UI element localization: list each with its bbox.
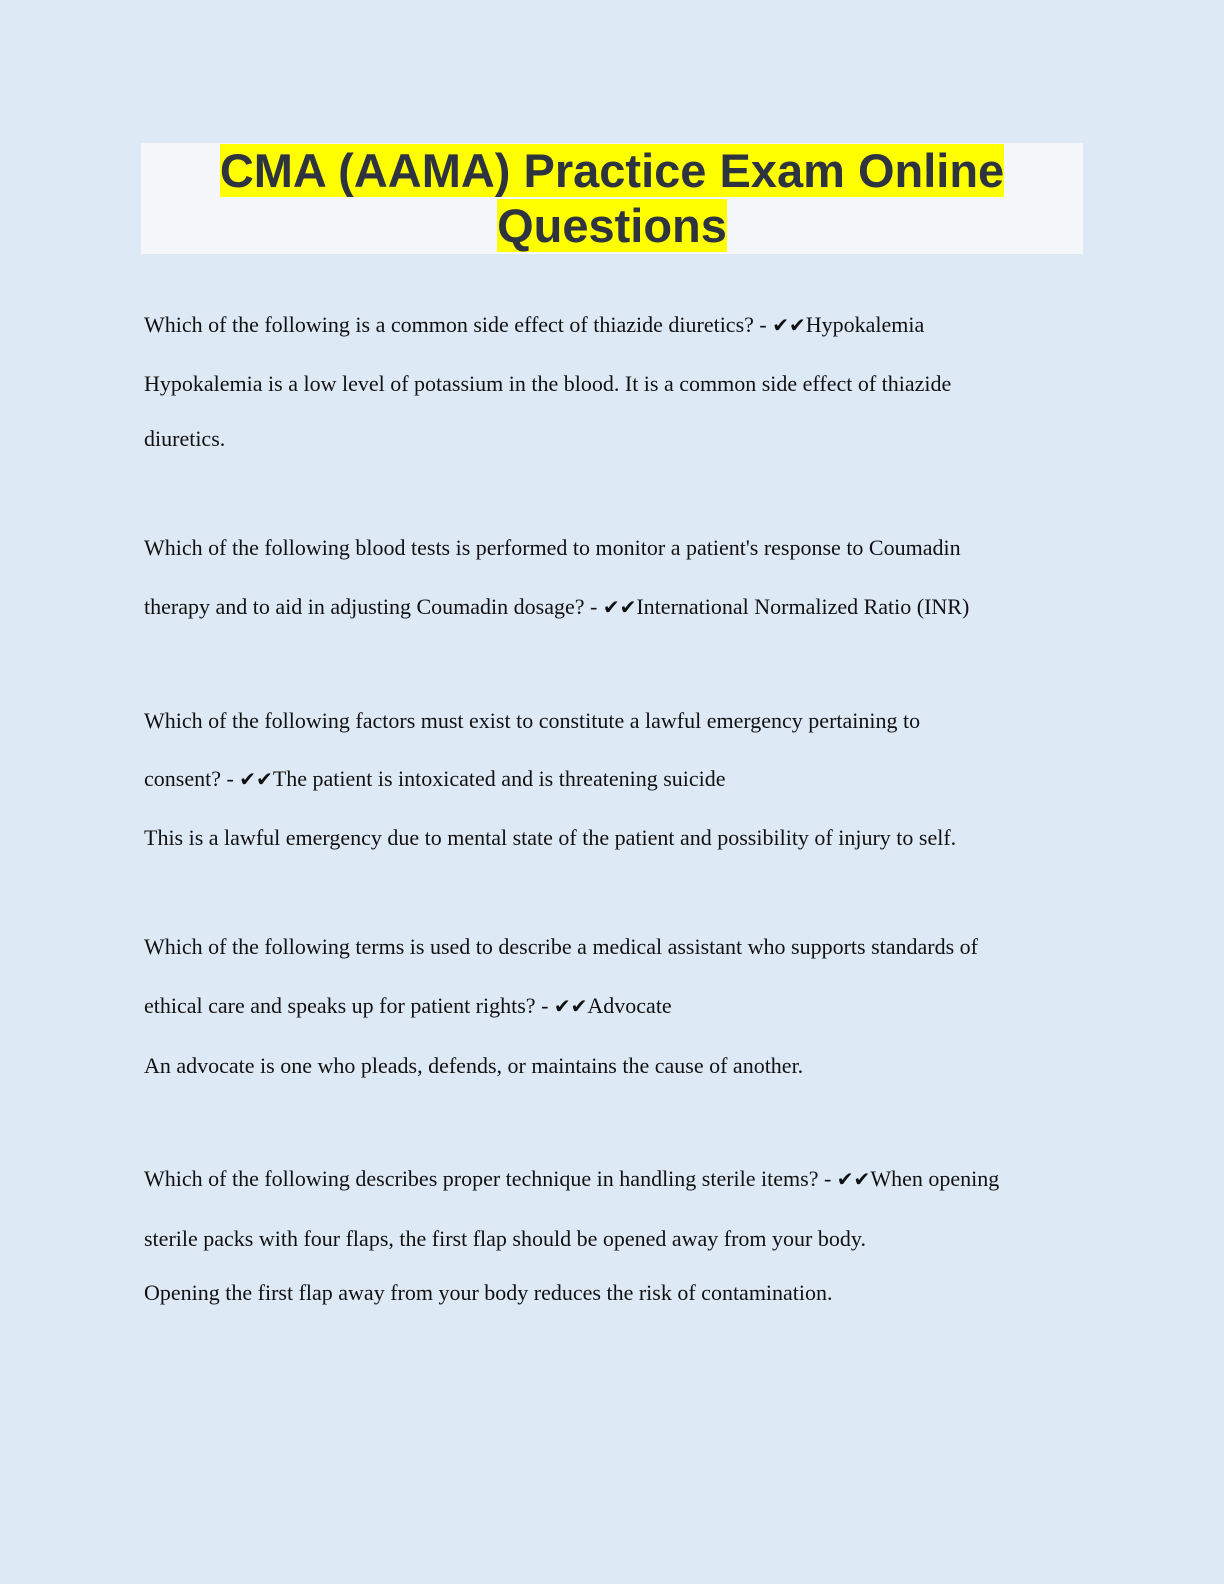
answer-text: When opening (870, 1166, 1000, 1191)
page-title (141, 143, 1083, 253)
title-line-1: CMA (AAMA) Practice Exam Online (219, 144, 1005, 197)
question-4-line-1: Which of the following terms is used to describe a medical assistant who supports standards of (144, 934, 978, 959)
title-box (141, 143, 1083, 254)
answer-text: International Normalized Ratio (INR) (636, 594, 970, 619)
explanation-5: Opening the first flap away from your body reduces the risk of contamination. (144, 1280, 833, 1305)
question-text: consent? - (144, 766, 240, 791)
answer-5-line-2: sterile packs with four flaps, the first flap should be opened away from your body. (144, 1226, 866, 1251)
double-check-icon: ✔✔ (239, 767, 273, 791)
question-4-line-2 (144, 993, 672, 1019)
question-text: ethical care and speaks up for patient rights? - (144, 993, 554, 1018)
double-check-icon: ✔✔ (553, 994, 588, 1018)
question-3-line-1: Which of the following factors must exist to constitute a lawful emergency pertaining to (144, 708, 921, 733)
question-text: Which of the following is a common side effect of thiazide diuretics? - (144, 312, 773, 337)
answer-text: The patient is intoxicated and is threatening suicide (272, 766, 726, 791)
answer-text: Advocate (587, 993, 672, 1018)
double-check-icon: ✔✔ (836, 1167, 871, 1191)
question-5-line-1 (144, 1166, 999, 1192)
question-2-line-1: Which of the following blood tests is performed to monitor a patient's response to Coumadin (144, 535, 961, 560)
answer-text: Hypokalemia (805, 312, 925, 337)
question-text: therapy and to aid in adjusting Coumadin dosage? - (144, 594, 603, 619)
question-2-line-2 (144, 594, 969, 620)
question-3-line-2 (144, 766, 726, 792)
explanation-4: An advocate is one who pleads, defends, or maintains the cause of another. (144, 1053, 804, 1078)
question-text: Which of the following describes proper technique in handling sterile items? - (144, 1166, 837, 1191)
question-1 (144, 312, 924, 338)
explanation-1-line-2: diuretics. (144, 426, 226, 451)
explanation-1-line-1: Hypokalemia is a low level of potassium in the blood. It is a common side effect of thiazide (144, 371, 952, 396)
double-check-icon: ✔✔ (772, 313, 806, 337)
double-check-icon: ✔✔ (602, 595, 637, 619)
title-line-2: Questions (497, 199, 727, 252)
explanation-3: This is a lawful emergency due to mental state of the patient and possibility of injury to self. (144, 825, 957, 850)
